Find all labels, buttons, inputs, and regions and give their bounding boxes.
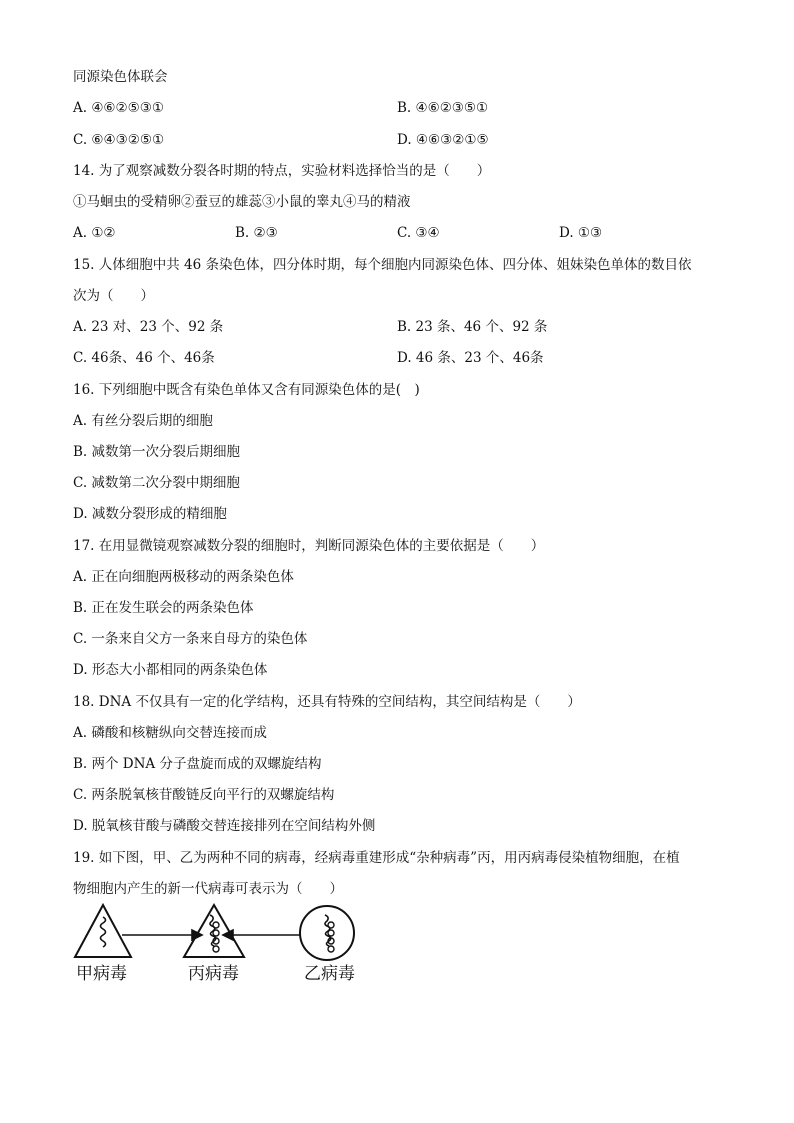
q14-option-c: C. ③④ bbox=[397, 225, 440, 241]
q16-option-b: B. 减数第一次分裂后期细胞 bbox=[73, 444, 241, 460]
q18-option-a: A. 磷酸和核糖纵向交替连接而成 bbox=[73, 725, 267, 741]
q16-stem: 16. 下列细胞中既含有染色单体又含有同源染色体的是( ) bbox=[73, 382, 420, 398]
q15-option-a: A. 23 对、23 个、92 条 bbox=[73, 319, 224, 335]
virus-yi-shape bbox=[300, 906, 354, 960]
q14-materials: ①马蛔虫的受精卵②蚕豆的雄蕊③小鼠的睾丸④马的精液 bbox=[73, 194, 411, 210]
q15-option-c: C. 46条、46 个、46条 bbox=[73, 350, 215, 366]
q18-option-d: D. 脱氧核苷酸与磷酸交替连接排列在空间结构外侧 bbox=[73, 818, 376, 834]
q15-option-b: B. 23 条、46 个、92 条 bbox=[397, 319, 548, 335]
arrow-jia-to-bing bbox=[122, 930, 202, 940]
q13-option-c: C. ⑥④③②⑤① bbox=[73, 132, 165, 148]
q14-option-a: A. ①② bbox=[73, 225, 116, 241]
q17-option-d: D. 形态大小都相同的两条染色体 bbox=[73, 662, 268, 678]
virus-jia-shape bbox=[75, 905, 131, 957]
q16-option-d: D. 减数分裂形成的精细胞 bbox=[73, 506, 227, 522]
q13-option-d: D. ④⑥③②①⑤ bbox=[397, 132, 489, 148]
q17-option-c: C. 一条来自父方一条来自母方的染色体 bbox=[73, 631, 308, 647]
q13-option-b: B. ④⑥②③⑤① bbox=[397, 100, 489, 116]
q15-option-d: D. 46 条、23 个、46条 bbox=[397, 350, 544, 366]
virus-reconstruction-figure bbox=[70, 903, 370, 963]
q17-option-a: A. 正在向细胞两极移动的两条染色体 bbox=[73, 569, 294, 585]
label-bing-virus: 丙病毒 bbox=[188, 964, 239, 984]
q19-stem: 19. 如下图，甲、乙为两种不同的病毒，经病毒重建形成“杂种病毒”丙，用丙病毒侵染植物细胞，在植 bbox=[73, 850, 680, 866]
q14-option-d: D. ①③ bbox=[559, 225, 603, 241]
arrow-yi-to-bing bbox=[223, 930, 300, 940]
q19-stem-cont: 物细胞内产生的新一代病毒可表示为（ ） bbox=[73, 881, 343, 897]
label-yi-virus: 乙病毒 bbox=[304, 964, 355, 984]
label-jia-virus: 甲病毒 bbox=[76, 964, 127, 984]
q14-stem: 14. 为了观察减数分裂各时期的特点，实验材料选择恰当的是（ ） bbox=[73, 163, 491, 179]
q15-stem: 15. 人体细胞中共 46 条染色体，四分体时期，每个细胞内同源染色体、四分体、姐妹染色单体的数目依 bbox=[73, 257, 692, 273]
q18-stem: 18. DNA 不仅具有一定的化学结构，还具有特殊的空间结构，其空间结构是（ ） bbox=[73, 694, 581, 710]
q13-option-a: A. ④⑥②⑤③① bbox=[73, 100, 164, 116]
q17-option-b: B. 正在发生联会的两条染色体 bbox=[73, 600, 254, 616]
q18-option-b: B. 两个 DNA 分子盘旋而成的双螺旋结构 bbox=[73, 756, 322, 772]
q18-option-c: C. 两条脱氧核苷酸链反向平行的双螺旋结构 bbox=[73, 787, 335, 803]
q13-stem-tail: 同源染色体联会 bbox=[73, 69, 168, 85]
q16-option-a: A. 有丝分裂后期的细胞 bbox=[73, 413, 213, 429]
q16-option-c: C. 减数第二次分裂中期细胞 bbox=[73, 475, 240, 491]
q15-stem-cont: 次为（ ） bbox=[73, 288, 154, 304]
q17-stem: 17. 在用显微镜观察减数分裂的细胞时，判断同源染色体的主要依据是（ ） bbox=[73, 538, 545, 554]
q14-option-b: B. ②③ bbox=[235, 225, 278, 241]
